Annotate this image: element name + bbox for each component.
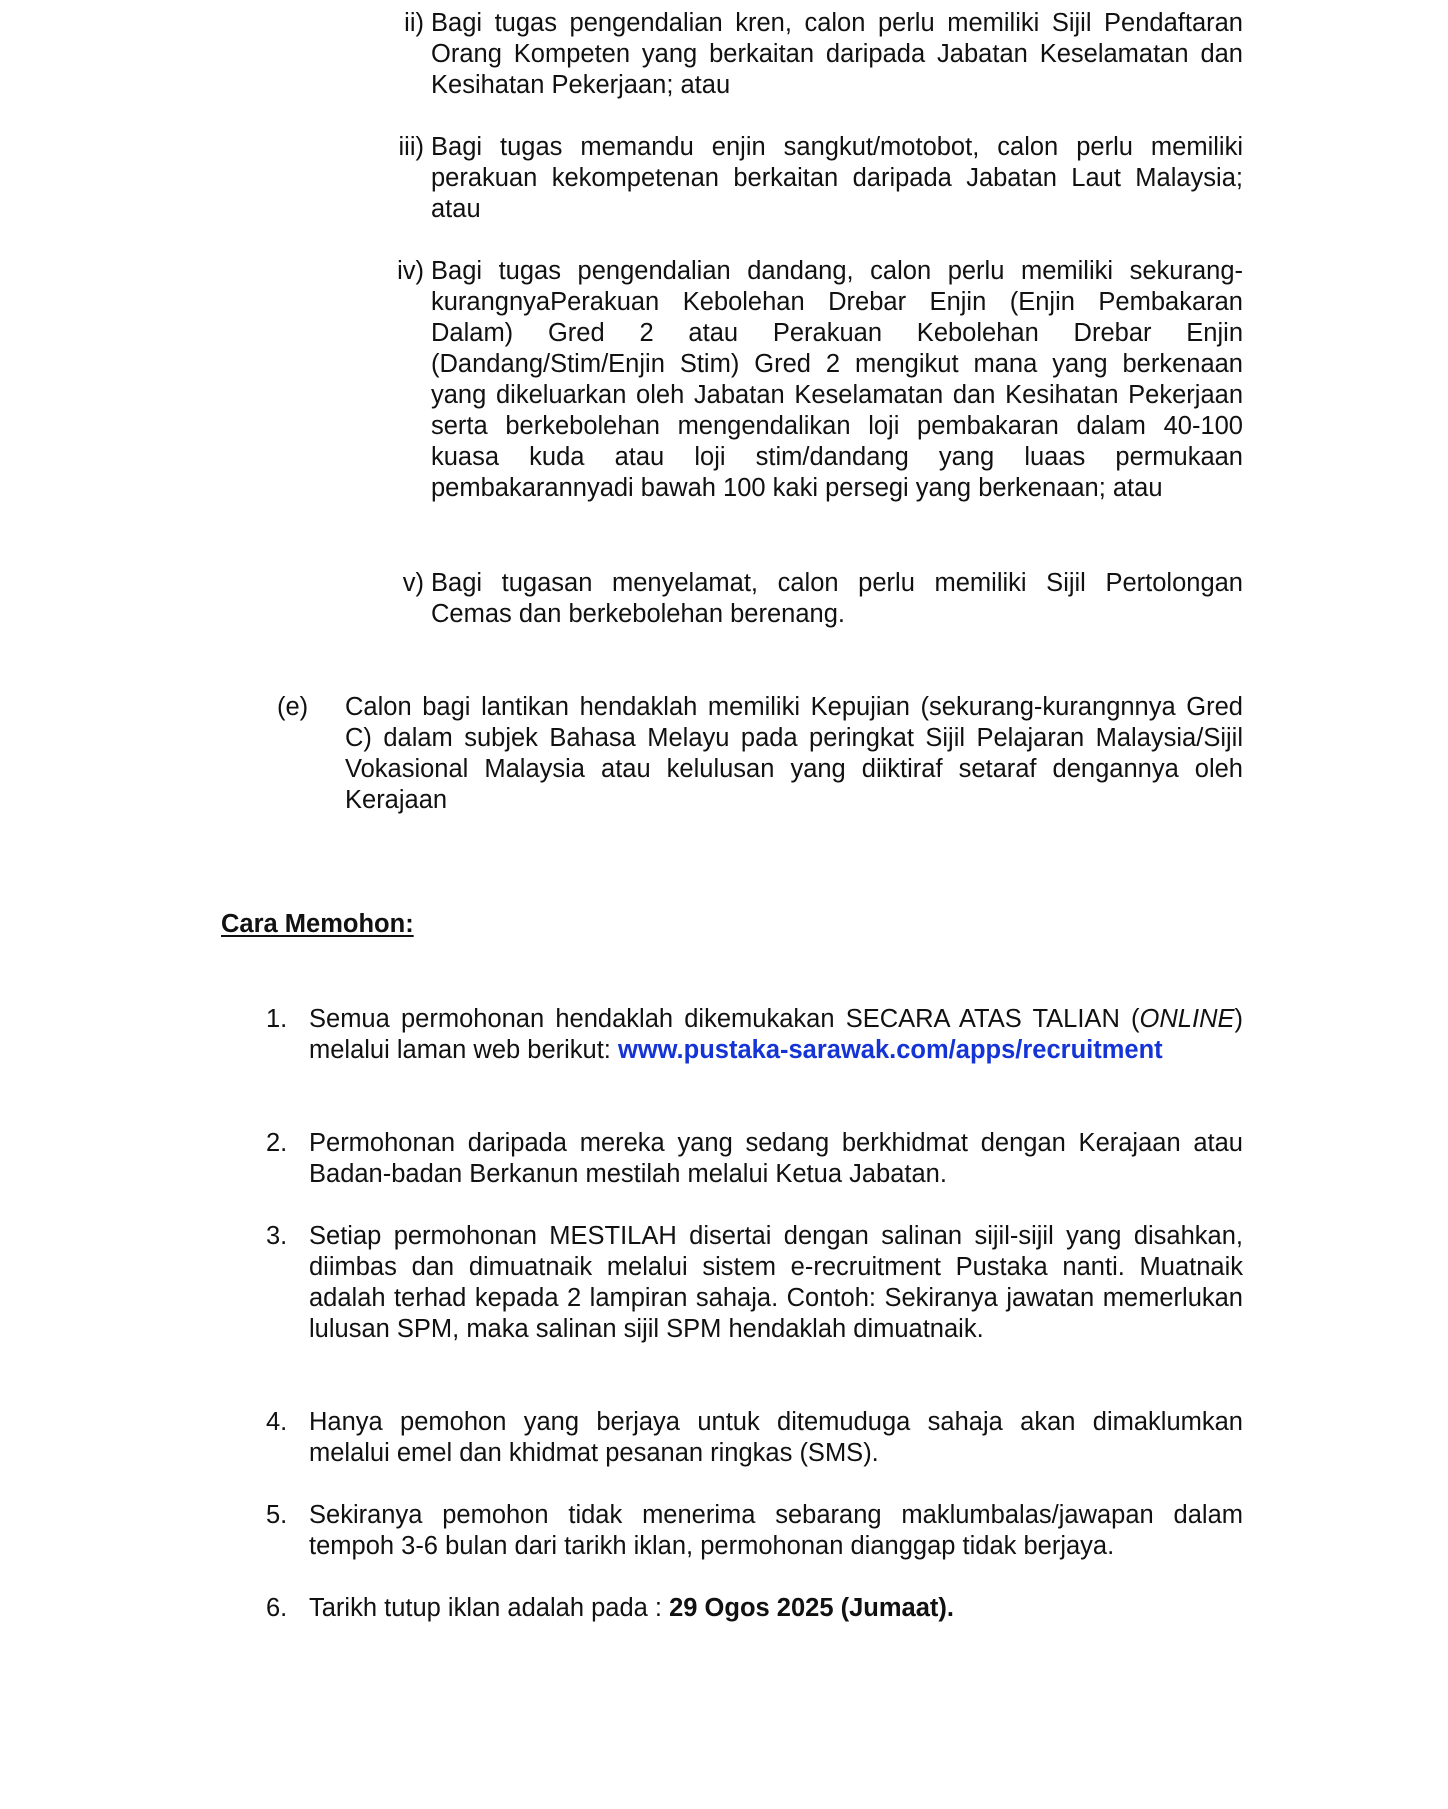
list-item-text: Hanya pemohon yang berjaya untuk ditemuduga sahaja akan dimaklumkan melalui emel dan khidmat pesanan ringkas (SMS). (309, 1408, 1243, 1467)
list-item-text: Setiap permohonan MESTILAH disertai dengan salinan sijil-sijil yang disahkan, diimbas dan dimuatnaik melalui sistem e-recruitment Pustaka nanti. Muatnaik adalah terhad kepada 2 lampiran sahaja. Contoh: Sekiranya jawatan memerlukan lulusan SPM, maka salinan sijil SPM hendaklah dimuatnaik. (309, 1222, 1243, 1343)
recruitment-link[interactable]: www.pustaka-sarawak.com/apps/recruitment (617, 1036, 1163, 1064)
list-marker: 3. (266, 1222, 288, 1250)
list-item-text: Permohonan daripada mereka yang sedang berkhidmat dengan Kerajaan atau Badan-badan Berkanun mestilah melalui Ketua Jabatan. (309, 1129, 1243, 1188)
step-text: Tarikh tutup iklan adalah pada : (309, 1594, 670, 1622)
list-item-text: Bagi tugas pengendalian kren, calon perlu memiliki Sijil Pendaftaran Orang Kompeten yang berkaitan daripada Jabatan Keselamatan dan Kesihatan Pekerjaan; atau (431, 9, 1243, 99)
section-heading: Cara Memohon: (221, 910, 414, 938)
list-marker: v) (402, 569, 424, 597)
list-marker: 2. (266, 1129, 288, 1157)
online-italic: ONLINE (1139, 1005, 1235, 1033)
list-marker: iii) (398, 133, 424, 161)
list-item-text: Bagi tugas memandu enjin sangkut/motobot, calon perlu memiliki perakuan kekompetenan berkaitan daripada Jabatan Laut Malaysia; atau (431, 133, 1243, 223)
list-marker: iv) (397, 257, 424, 285)
list-marker: 4. (266, 1408, 288, 1436)
list-item-text (309, 1593, 1243, 1624)
list-marker: 1. (266, 1005, 288, 1033)
list-marker: (e) (277, 693, 309, 721)
list-item-text: Sekiranya pemohon tidak menerima sebarang maklumbalas/jawapan dalam tempoh 3-6 bulan dari tarikh iklan, permohonan dianggap tidak berjaya. (309, 1501, 1243, 1560)
list-item-text: Bagi tugasan menyelamat, calon perlu memiliki Sijil Pertolongan Cemas dan berkebolehan berenang. (431, 569, 1243, 628)
list-marker: 6. (266, 1594, 288, 1622)
list-item-text: Bagi tugas pengendalian dandang, calon perlu memiliki sekurang-kurangnyaPerakuan Kebolehan Drebar Enjin (Enjin Pembakaran Dalam) Gred 2 atau Perakuan Kebolehan Drebar Enjin (Dandang/Stim/Enjin Stim) Gred 2 mengikut mana yang berkenaan yang dikeluarkan oleh Jabatan Keselamatan dan Kesihatan Pekerjaan serta berkebolehan mengendalikan loji pembakaran dalam 40-100 kuasa kuda atau loji stim/dandang yang luaas permukaan pembakarannyadi bawah 100 kaki persegi yang berkenaan; atau (431, 257, 1243, 502)
list-item-text: Calon bagi lantikan hendaklah memiliki Kepujian (sekurang-kurangnnya Gred C) dalam subjek Bahasa Melayu pada peringkat Sijil Pelajaran Malaysia/Sijil Vokasional Malaysia atau kelulusan yang diiktiraf setaraf dengannya oleh Kerajaan (345, 693, 1243, 814)
list-marker: 5. (266, 1501, 288, 1529)
list-marker: ii) (404, 9, 424, 37)
list-item-text (309, 1004, 1243, 1066)
step-text: Semua permohonan hendaklah dikemukakan SECARA ATAS TALIAN ( (309, 1005, 1140, 1033)
closing-date: 29 Ogos 2025 (Jumaat). (669, 1594, 954, 1622)
step-text: ) melalui laman web berikut: (309, 1005, 1243, 1064)
